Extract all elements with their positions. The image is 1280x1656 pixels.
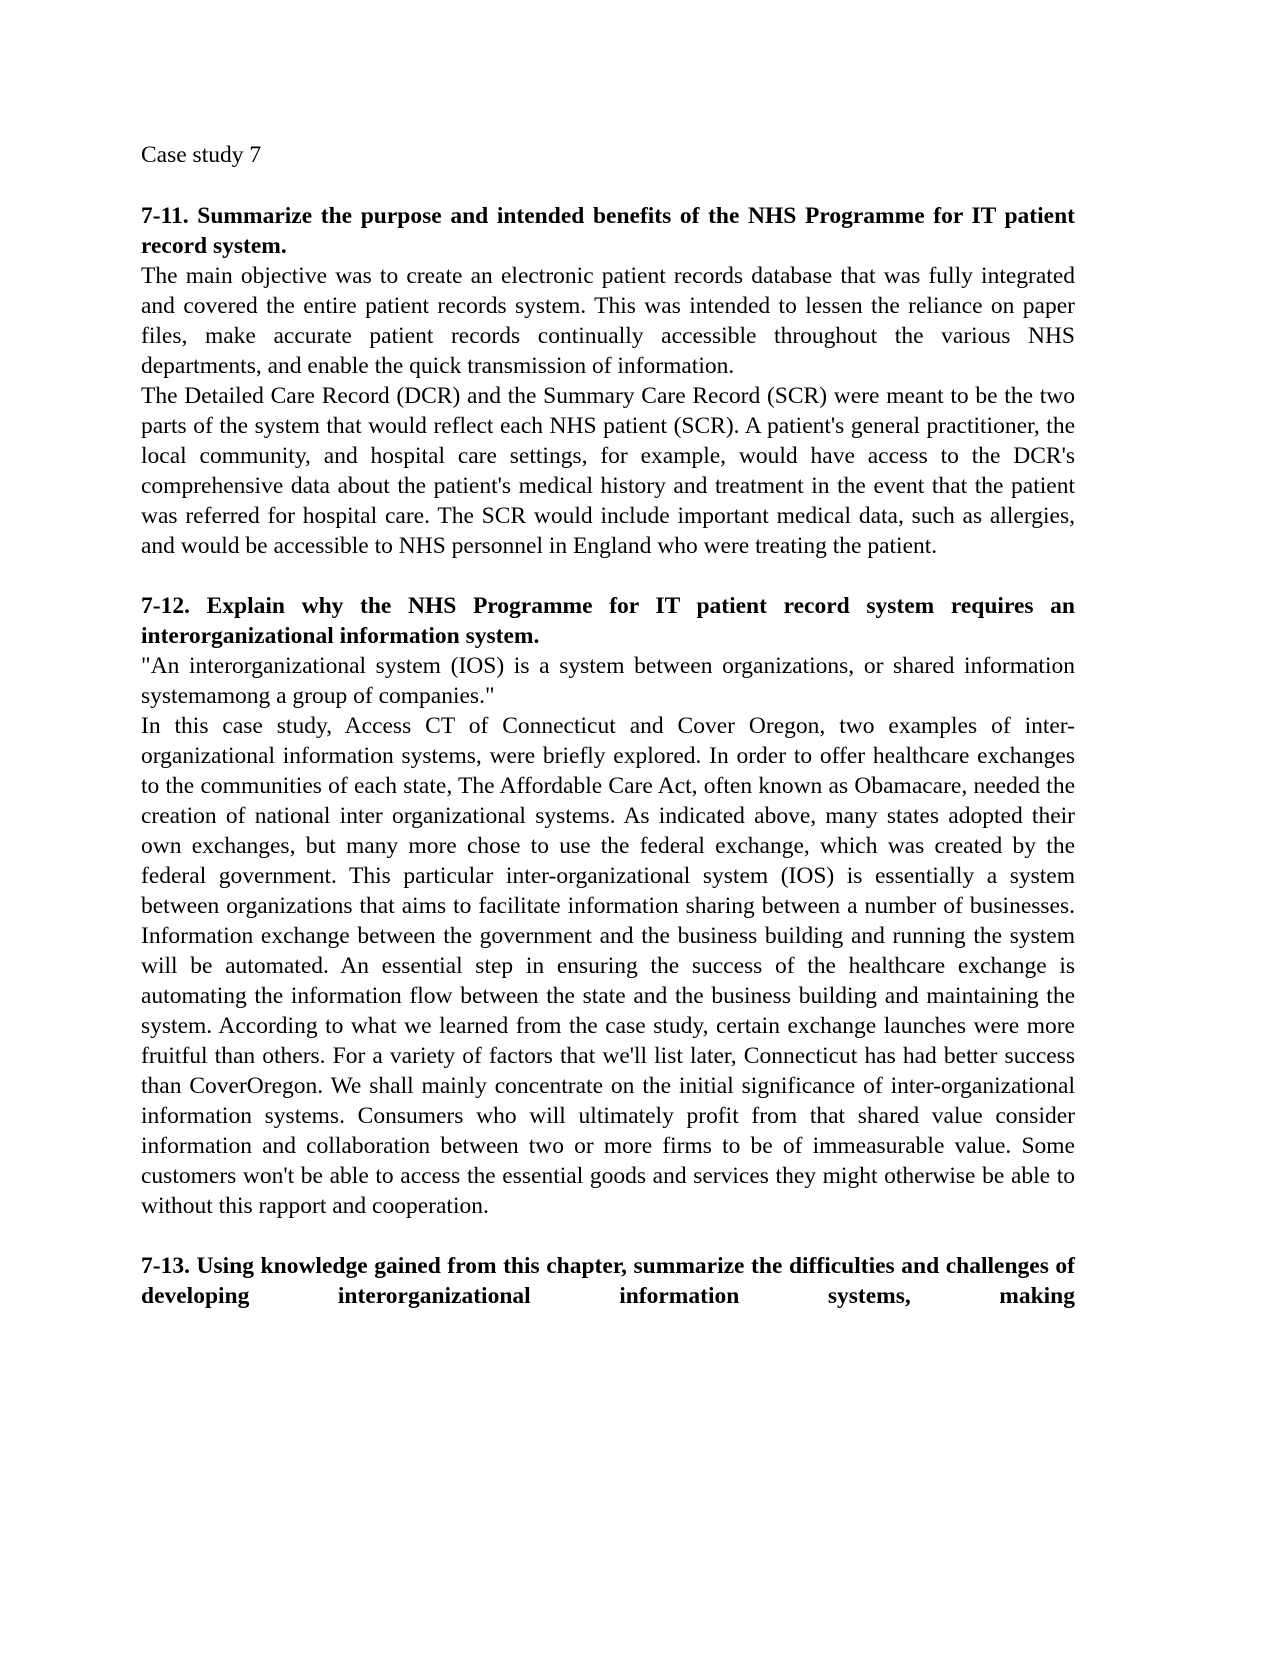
question-heading-7-11: 7-11. Summarize the purpose and intended benefits of the NHS Programme for IT patient record system. xyxy=(141,203,1075,259)
spacer xyxy=(141,170,1075,201)
answer-paragraph-7-12-1: "An interorganizational system (IOS) is a system between organizations, or shared information systemamong a group of companies." xyxy=(141,653,1075,709)
answer-paragraph-7-11-2: The Detailed Care Record (DCR) and the Summary Care Record (SCR) were meant to be the two parts of the system that would reflect each NHS patient (SCR). A patient's general practitioner, the local community, and hospital care settings, for example, would have access to the DCR's comprehensive data about the patient's medical history and treatment in the event that the patient was referred for hospital care. The SCR would include important medical data, such as allergies, and would be accessible to NHS personnel in England who were treating the patient. xyxy=(141,383,1075,559)
answer-paragraph-7-12-2: In this case study, Access CT of Connecticut and Cover Oregon, two examples of inter-organizational information systems, were briefly explored. In order to offer healthcare exchanges to the communities of each state, The Affordable Care Act, often known as Obamacare, needed the creation of national inter organizational systems. As indicated above, many states adopted their own exchanges, but many more chose to use the federal exchange, which was created by the federal government. This particular inter-organizational system (IOS) is essentially a system between organizations that aims to facilitate information sharing between a number of businesses. Information exchange between the government and the business building and running the system will be automated. An essential step in ensuring the success of the healthcare exchange is automating the information flow between the state and the business building and maintaining the system. According to what we learned from the case study, certain exchange launches were more fruitful than others. For a variety of factors that we'll list later, Connecticut has had better success than CoverOregon. We shall mainly concentrate on the initial significance of inter-organizational information systems. Consumers who will ultimately profit from that shared value consider information and collaboration between two or more firms to be of immeasurable value. Some customers won't be able to access the essential goods and services they might otherwise be able to without this rapport and cooperation. xyxy=(141,713,1075,1219)
question-heading-7-13: 7-13. Using knowledge gained from this chapter, summarize the difficulties and challenges of developing interorganizational information systems, making xyxy=(141,1253,1075,1309)
spacer xyxy=(141,1221,1075,1251)
spacer xyxy=(141,561,1075,591)
question-heading-7-12: 7-12. Explain why the NHS Programme for IT patient record system requires an interorganizational information system. xyxy=(141,593,1075,649)
answer-paragraph-7-11-1: The main objective was to create an electronic patient records database that was fully integrated and covered the entire patient records system. This was intended to lessen the reliance on paper files, make accurate patient records continually accessible throughout the various NHS departments, and enable the quick transmission of information. xyxy=(141,263,1075,379)
document-title-line: Case study 7 xyxy=(141,142,262,168)
document-body xyxy=(141,140,1075,1311)
